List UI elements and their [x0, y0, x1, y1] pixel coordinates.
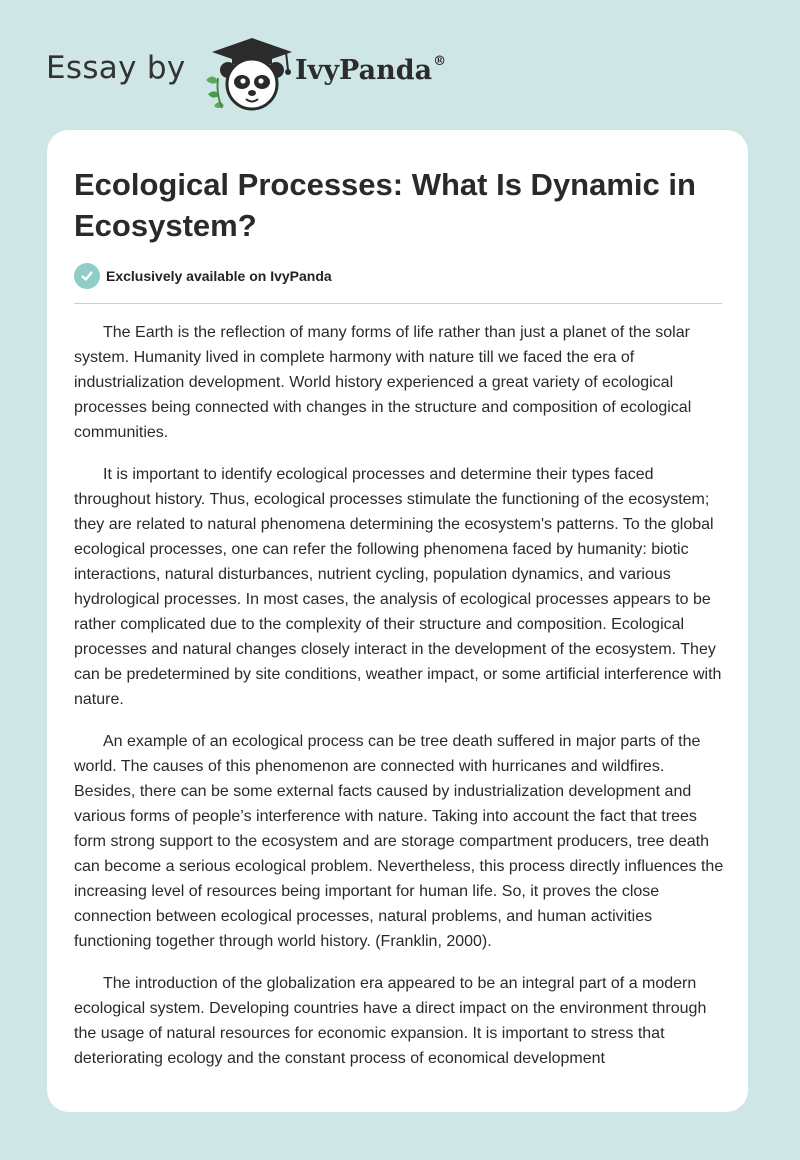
site-header	[46, 34, 506, 114]
essay-title: Ecological Processes: What Is Dynamic in Ecosystem?	[74, 167, 696, 243]
panda-logo-icon[interactable]	[202, 36, 294, 112]
title-divider	[74, 303, 722, 304]
essay-by-label: Essay by	[46, 50, 186, 86]
exclusive-badge-label: Exclusively available on IvyPanda	[106, 268, 332, 284]
registered-mark: ®	[433, 54, 447, 69]
essay-card	[47, 130, 748, 1112]
paragraph: The introduction of the globalization era appeared to be an integral part of a modern ecological system. Developing countries have a direct impact on the environment through the usage of natural resources for economic expansion. It is important to stress that deteriorating ecology and the constant process of economical development	[74, 975, 707, 1067]
paragraph: An example of an ecological process can be tree death suffered in major parts of the world. The causes of this phenomenon are connected with hurricanes and wildfires. Besides, there can be some external facts caused by industrialization development and various forms of people’s interference with nature. Taking into account the fact that trees form strong support to the ecosystem and are storage compartment producers, tree death can become a serious ecological problem. Nevertheless, this process directly influences the increasing level of resources being important for human life. So, it proves the close connection between ecological processes, natural problems, and human activities functioning together through world history. (Franklin, 2000).	[74, 733, 724, 950]
brand-name[interactable]: IvyPanda®	[295, 54, 447, 86]
exclusive-badge	[74, 263, 332, 289]
check-circle-icon	[74, 263, 100, 289]
essay-body	[74, 320, 726, 1088]
paragraph: The Earth is the reflection of many forms of life rather than just a planet of the solar system. Humanity lived in complete harmony with nature till we faced the era of industrialization development. World history experienced a great variety of ecological processes being connected with changes in the structure and composition of ecological communities.	[74, 324, 692, 441]
paragraph: It is important to identify ecological processes and determine their types faced throughout history. Thus, ecological processes stimulate the functioning of the ecosystem; they are related to natural phenomena determining the ecosystem's patterns. To the global ecological processes, one can refer the following phenomena faced by humanity: biotic interactions, natural disturbances, nutrient cycling, population dynamics, and various hydrological processes. In most cases, the analysis of ecological processes appears to be rather complicated due to the complexity of their structure and composition. Ecological processes and natural changes closely interact in the development of the ecosystem. They can be predetermined by site conditions, weather impact, or some artificial interference with nature.	[74, 466, 722, 708]
